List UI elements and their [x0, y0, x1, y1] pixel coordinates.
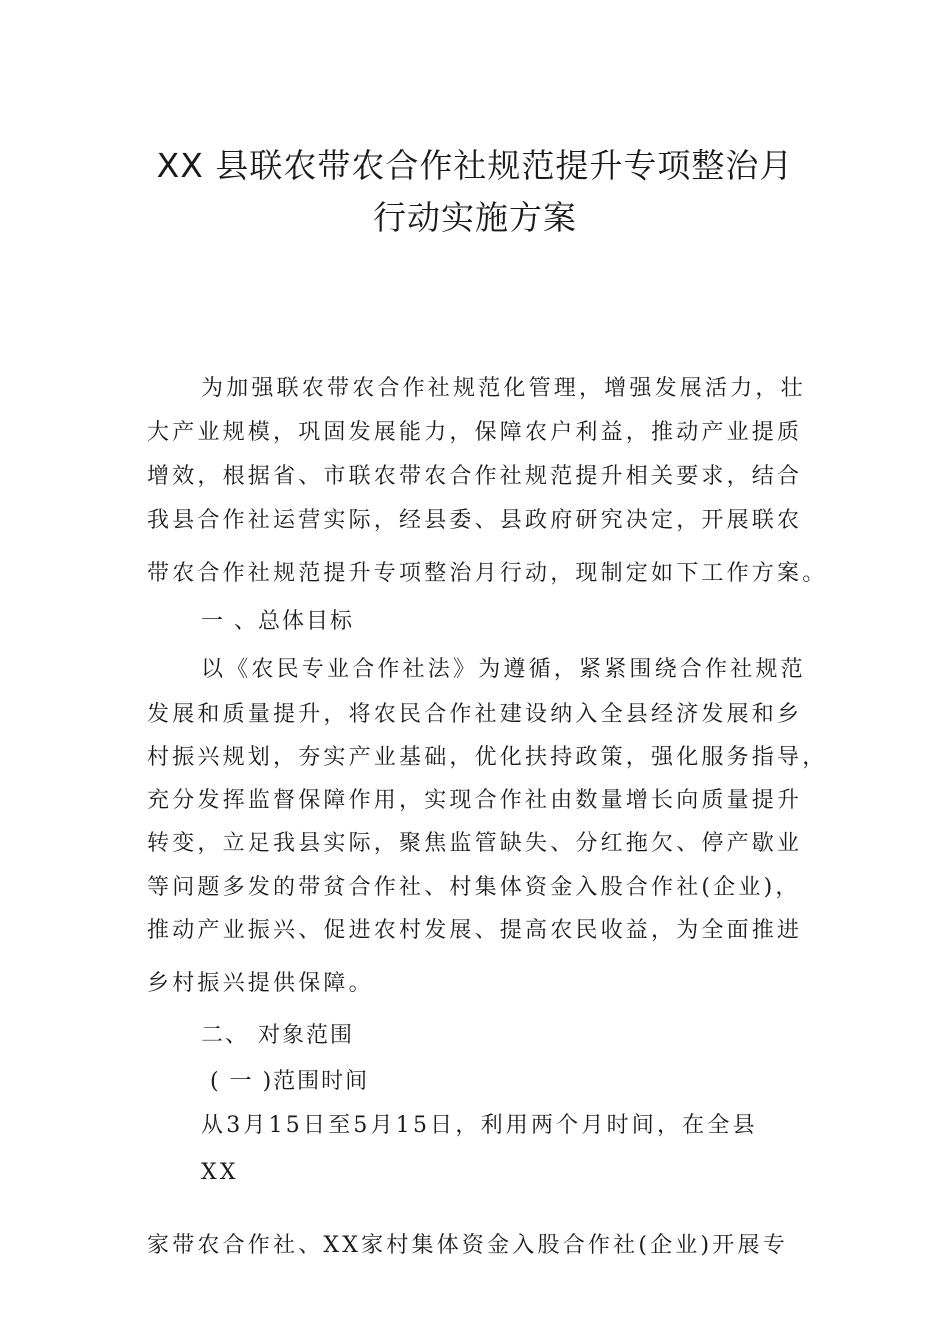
intro-paragraph-line: 我县合作社运营实际，经县委、县政府研究决定，开展联农	[147, 508, 803, 533]
section-heading-scope: 二、 对象范围	[201, 1023, 354, 1048]
intro-paragraph-line: 为加强联农带农合作社规范化管理，增强发展活力，壮	[201, 376, 806, 401]
subsection1-paragraph-line: 家带农合作社、XX家村集体资金入股合作社(企业)开展专	[147, 1233, 788, 1258]
section1-paragraph-line: 村振兴规划，夯实产业基础，优化扶持政策，强化服务指导，	[147, 745, 828, 770]
section1-paragraph-line: 乡村振兴提供保障。	[147, 971, 374, 996]
section1-paragraph-line: 推动产业振兴、促进农村发展、提高农民收益，为全面推进	[147, 918, 803, 943]
intro-paragraph-line: 大产业规模，巩固发展能力，保障农户利益，推动产业提质	[147, 420, 803, 445]
section-heading-overall-goal: 一 、总体目标	[201, 609, 354, 634]
section1-paragraph-line: 等问题多发的带贫合作社、村集体资金入股合作社(企业)，	[147, 875, 801, 900]
section1-paragraph-line: 充分发挥监督保障作用，实现合作社由数量增长向质量提升	[147, 788, 803, 813]
section1-paragraph-line: 转变，立足我县实际，聚焦监管缺失、分红拖欠、停产歇业	[147, 831, 803, 856]
document-title-line-2: 行动实施方案	[373, 198, 577, 237]
section1-paragraph-line: 以《农民专业合作社法》为遵循，紧紧围绕合作社规范	[201, 657, 806, 682]
intro-paragraph-line: 带农合作社规范提升专项整治月行动，现制定如下工作方案。	[147, 561, 828, 586]
subsection-heading-time-range: ( 一 )范围时间	[210, 1069, 370, 1094]
section1-paragraph-line: 发展和质量提升，将农民合作社建设纳入全县经济发展和乡	[147, 702, 803, 727]
document-title-line-1: XX 县联农带农合作社规范提升专项整治月	[156, 146, 794, 185]
subsection1-paragraph-line: 从3月15日至5月15日，利用两个月时间，在全县	[201, 1113, 758, 1138]
intro-paragraph-line: 增效，根据省、市联农带农合作社规范提升相关要求，结合	[147, 464, 803, 489]
subsection1-paragraph-line: XX	[201, 1160, 239, 1185]
